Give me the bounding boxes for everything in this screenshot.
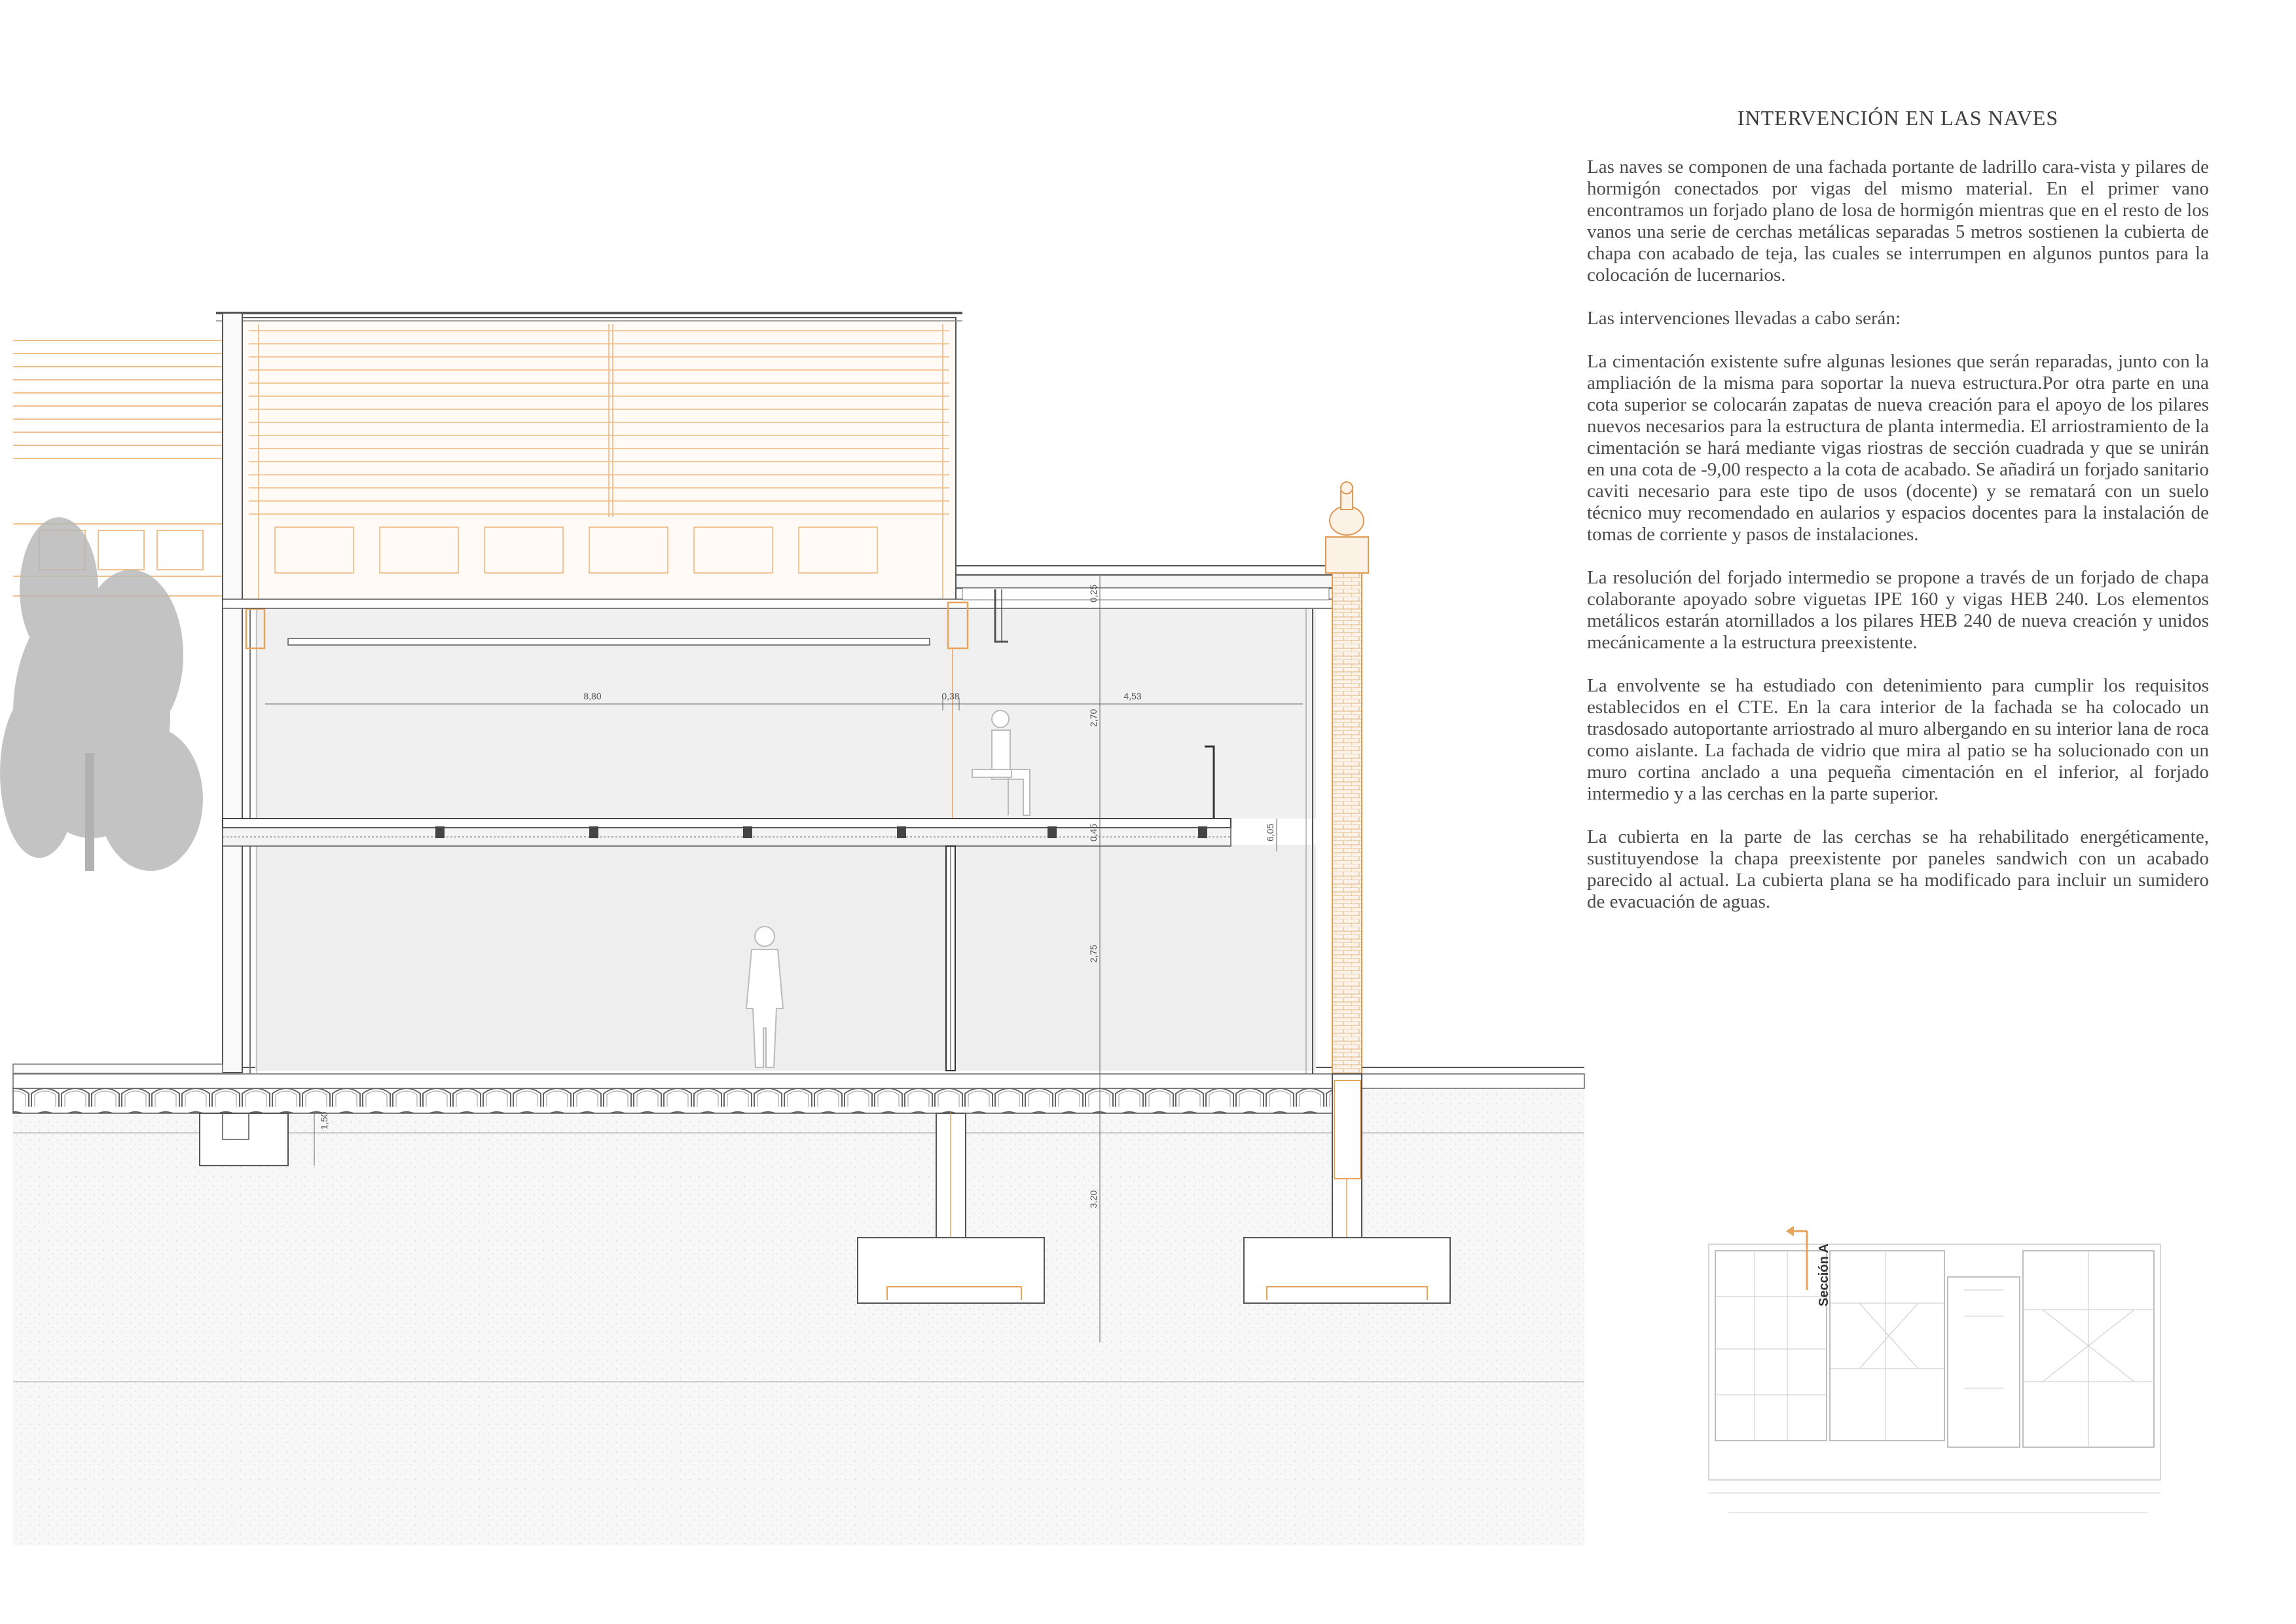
dim-upper-height: 2,70 xyxy=(1088,709,1099,727)
dim-span-right: 4,53 xyxy=(1123,691,1142,701)
key-plan-minimap xyxy=(1702,1218,2174,1532)
dim-roof-depth: 0,25 xyxy=(1088,584,1099,602)
key-plan-nave-left xyxy=(1715,1251,1827,1441)
dim-foundation-deep: 3,20 xyxy=(1088,1190,1099,1208)
memoria-paragraph-5: La envolvente se ha estudiado con detenimiento para cumplir los requisitos establecidos en el CTE. En la cara interior de la fachada se ha colocado un trasdosado autoportante arriostrado al muro albergando en su interior lana de roca como aislante. La fachada de vidrio que mira al patio se ha solucionado con un muro cortina anclado a una pequeña cimentación en el inferior, al forjado intermedio y a las cerchas en la parte superior. xyxy=(1587,675,2209,804)
dim-slab-depth: 0,45 xyxy=(1088,823,1099,841)
memoria-paragraph-4: La resolución del forjado intermedio se propone a través de un forjado de chapa colaborante apoyado sobre viguetas IPE 160 y vigas HEB 240. Los elementos metálicos estarán atornillados a los pilares HEB 240 de nueva creación y unidos mecánicamente a la estructura preexistente. xyxy=(1587,567,2209,653)
lower-floor-interior xyxy=(255,845,1316,1071)
key-plan-core xyxy=(1948,1277,2020,1447)
left-exterior-pavement xyxy=(13,1064,223,1073)
caviti-sanitary-floor xyxy=(13,1088,1362,1113)
section-cut-label: Sección A xyxy=(1817,1244,1831,1306)
pitched-roof-elevation xyxy=(216,313,962,606)
section-cut-marker xyxy=(1786,1226,1807,1290)
memoria-title: INTERVENCIÓN EN LAS NAVES xyxy=(1737,106,2059,130)
new-steel-column xyxy=(946,846,955,1071)
dim-lower-height: 2,75 xyxy=(1088,944,1099,963)
memoria-paragraph-2: Las intervenciones llevadas a cabo serán: xyxy=(1587,308,1901,329)
memoria-paragraph-1: Las naves se componen de una fachada portante de ladrillo cara-vista y pilares de hormigón conectados por vigas del mismo material. En el primer vano encontramos un forjado plano de losa de hormigón mientras que en el resto de los vanos una serie de cerchas metálicas separadas 5 metros sostienen la cubierta de chapa con acabado de teja, las cuales se interrumpen en algunos puntos para la colocación de lucernarios. xyxy=(1587,157,2209,286)
foundation-left xyxy=(200,1113,288,1166)
dim-span-left: 8,80 xyxy=(583,691,602,701)
memoria-paragraph-3: La cimentación existente sufre algunas lesiones que serán reparadas, junto con la ampliación de la misma para soportar la nueva estructura.Por otra parte en una cota superior se colocarán zapatas de nueva creación para el apoyo de los pilares nuevos necesarios para la estructura de planta intermedia. El arriostramiento de la cimentación se hará mediante vigas riostras de sección cuadrada y que se unirán en una cota de -9,00 respecto a la cota de acabado. Se añadirá un forjado sanitario caviti necesario para este tipo de usos (docente) y se rematará con un suelo técnico muy recomendado en aularios y espacios docentes para la instalación de tomas de corriente y pasos de instalaciones. xyxy=(1587,351,2209,545)
right-brick-facade xyxy=(1326,482,1368,1074)
memoria-paragraph-6: La cubierta en la parte de las cerchas se ha rehabilitado energéticamente, sustituyendose la chapa preexistente por paneles sandwich con un acabado parecido al actual. La cubierta plana se ha modificado para incluir un sumidero de evacuación de aguas. xyxy=(1587,826,2209,912)
memoria-text-block xyxy=(1587,106,2209,934)
dim-foundation-shallow: 1,50 xyxy=(319,1111,329,1130)
dim-span-gap: 0,38 xyxy=(941,691,960,701)
key-plan-nave-a xyxy=(1830,1251,1944,1441)
dim-total-height: 6,05 xyxy=(1265,823,1275,841)
upper-floor-interior xyxy=(255,606,1316,819)
